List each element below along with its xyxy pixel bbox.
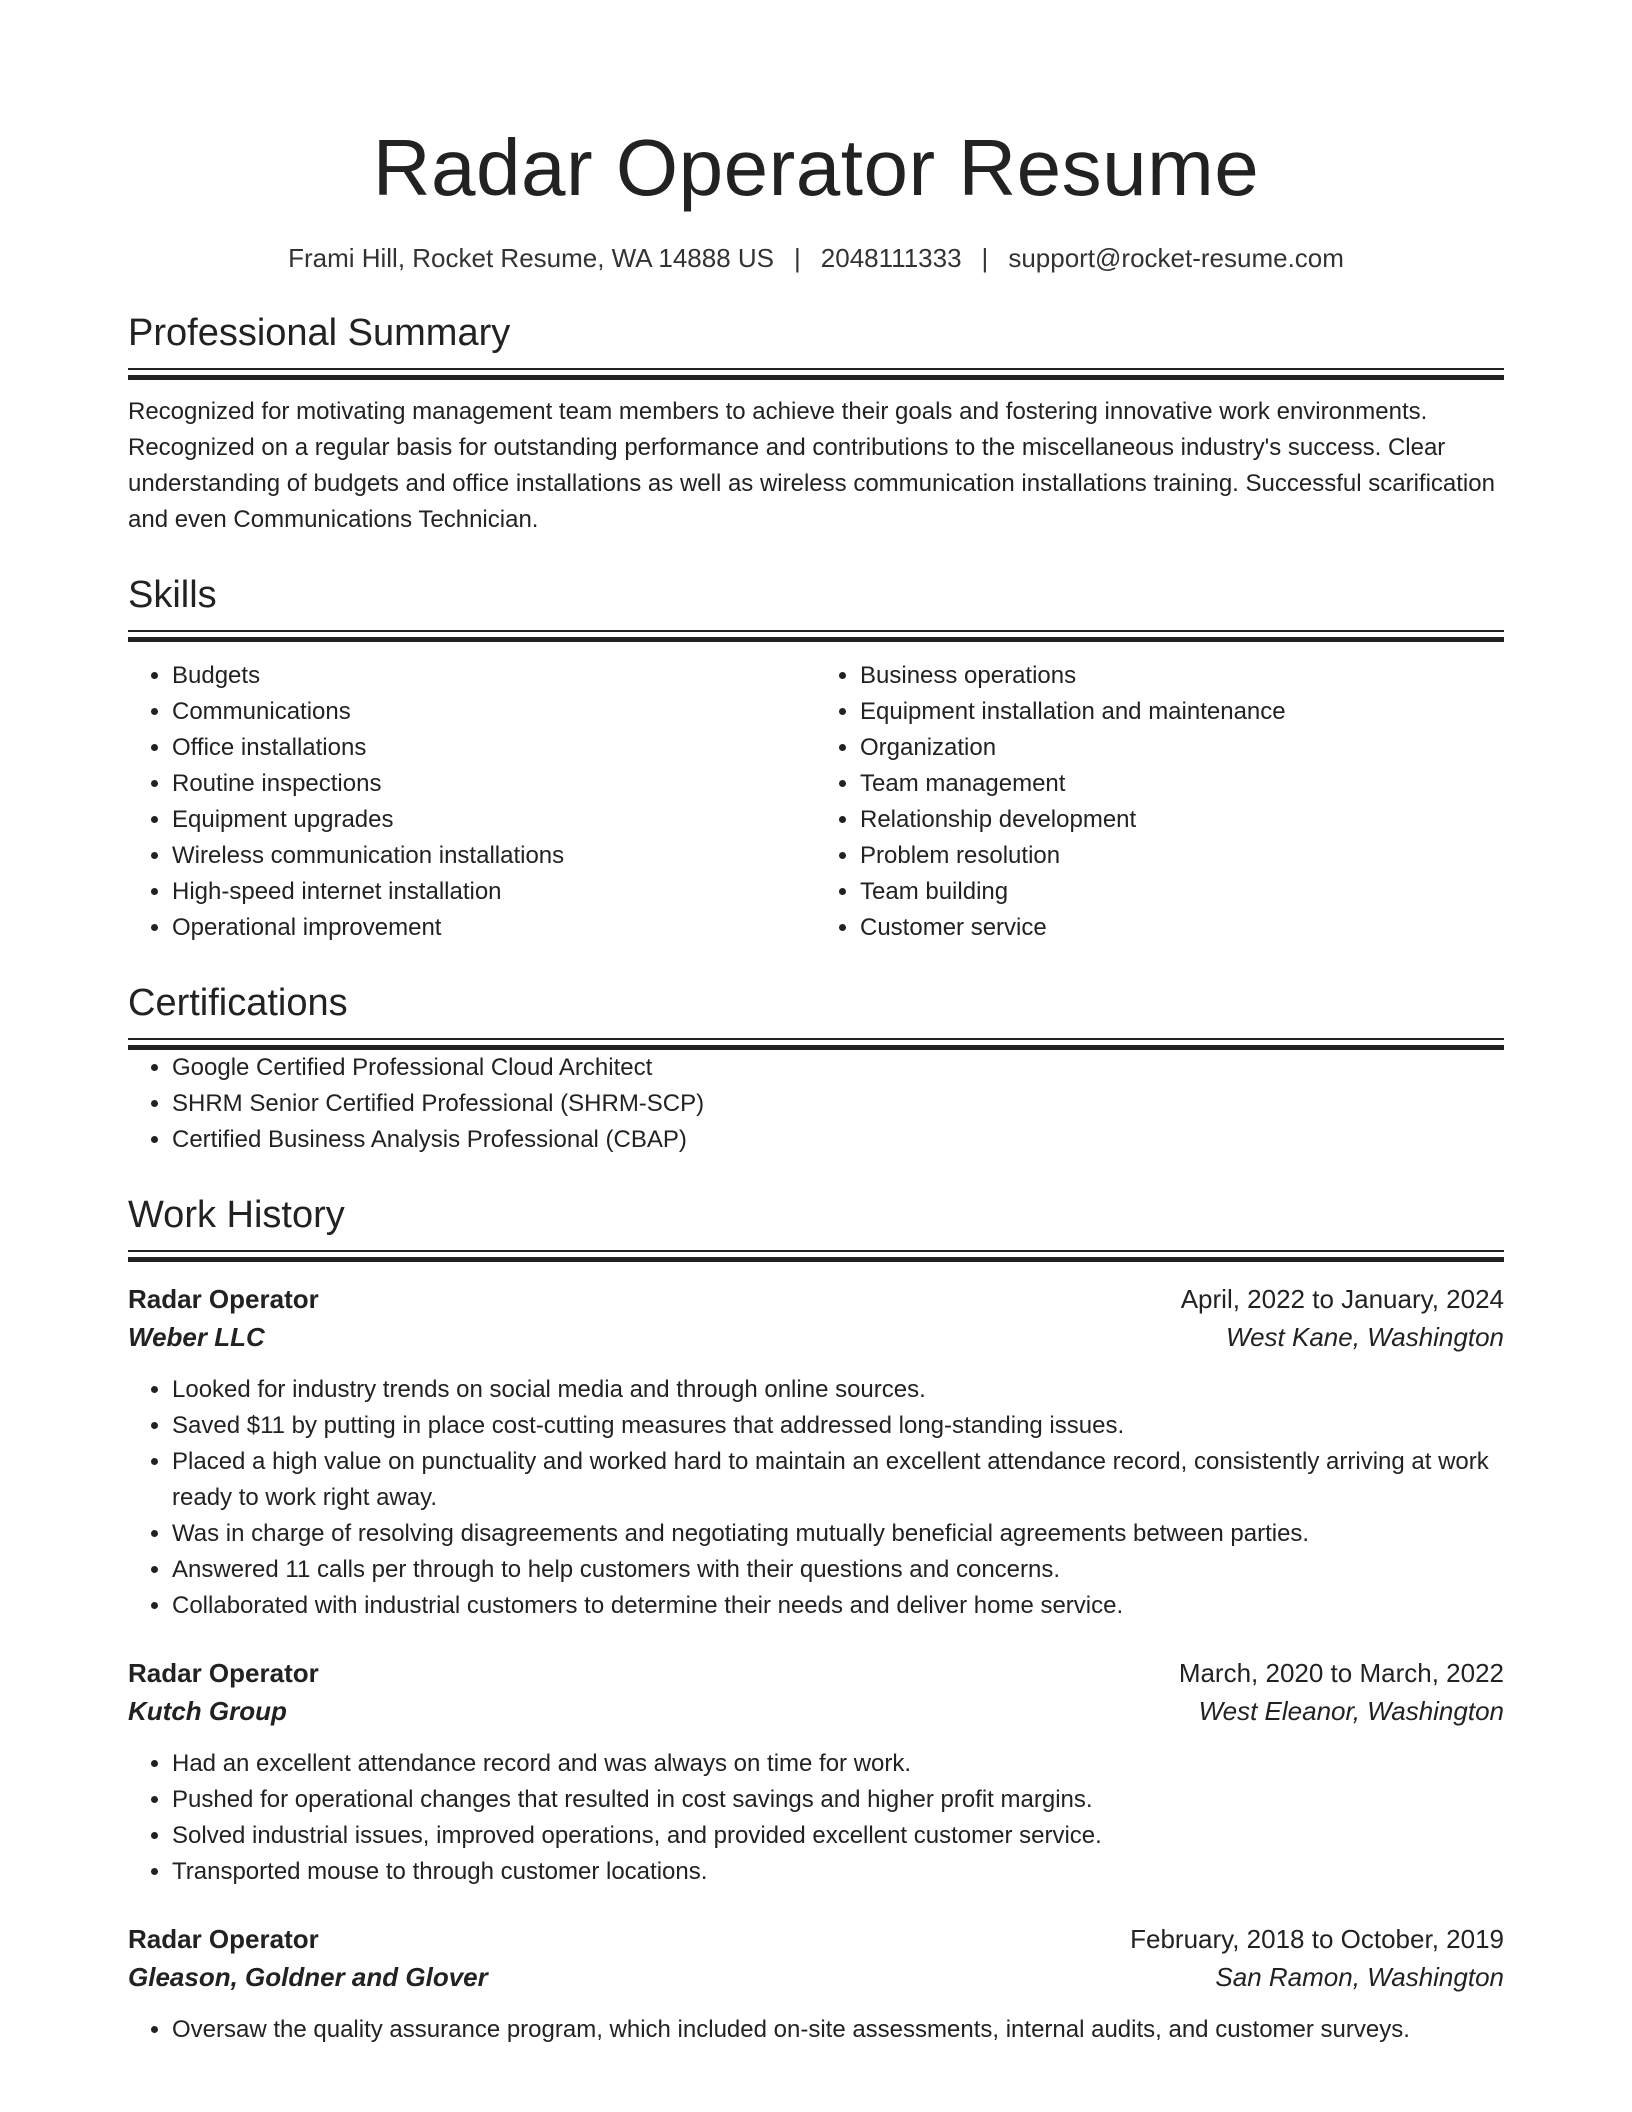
- job-location: West Eleanor, Washington: [1198, 1696, 1504, 1726]
- job-entry: [128, 1654, 1504, 1890]
- skill-item: • Routine inspections: [172, 766, 816, 802]
- job-bullet: • Transported mouse to through customer locations.: [172, 1854, 1504, 1890]
- job-bullet: • Answered 11 calls per through to help customers with their questions and concerns.: [172, 1552, 1504, 1588]
- job-bullets: [128, 2012, 1504, 2048]
- skill-item: • Office installations: [172, 730, 816, 766]
- contact-phone: 2048111333: [820, 243, 962, 273]
- job-title: Radar Operator: [128, 1284, 319, 1314]
- skill-item: • Equipment upgrades: [172, 802, 816, 838]
- job-dates: March, 2020 to March, 2022: [1178, 1658, 1504, 1688]
- contact-separator: |: [981, 243, 989, 273]
- job-location: West Kane, Washington: [1226, 1322, 1504, 1352]
- skill-item: • Customer service: [860, 910, 1504, 946]
- skills-column-right: [816, 658, 1504, 946]
- skill-item: • Equipment installation and maintenance: [860, 694, 1504, 730]
- job-bullet: • Pushed for operational changes that resulted in cost savings and higher profit margins.: [172, 1782, 1504, 1818]
- section-heading-summary: Professional Summary: [128, 312, 511, 354]
- job-company-row: [128, 1958, 1504, 1996]
- summary-section: [128, 310, 1504, 538]
- job-header-row: [128, 1654, 1504, 1692]
- contact-line: [128, 240, 1504, 276]
- certifications-section: [128, 980, 1504, 1158]
- job-bullet: • Was in charge of resolving disagreements and negotiating mutually beneficial agreements between parties.: [172, 1516, 1504, 1552]
- job-bullet: • Oversaw the quality assurance program, which included on-site assessments, internal audits, and customer surveys.: [172, 2012, 1504, 2048]
- job-company: Kutch Group: [128, 1696, 287, 1726]
- skill-item: • Relationship development: [860, 802, 1504, 838]
- contact-address: Frami Hill, Rocket Resume, WA 14888 US: [288, 243, 775, 273]
- skills-column-left: [128, 658, 816, 946]
- skills-list-right: [816, 658, 1504, 946]
- certifications-list: [128, 1050, 1504, 1158]
- job-header-row: [128, 1280, 1504, 1318]
- skill-item: • Team management: [860, 766, 1504, 802]
- job-location: San Ramon, Washington: [1215, 1962, 1504, 1992]
- job-header-row: [128, 1920, 1504, 1958]
- resume-title: Radar Operator Resume: [372, 123, 1260, 212]
- job-company: Gleason, Goldner and Glover: [128, 1962, 488, 1992]
- job-company-row: [128, 1318, 1504, 1356]
- skill-item: • High-speed internet installation: [172, 874, 816, 910]
- skill-item: • Communications: [172, 694, 816, 730]
- job-bullet: • Solved industrial issues, improved operations, and provided excellent customer service.: [172, 1818, 1504, 1854]
- job-title: Radar Operator: [128, 1924, 319, 1954]
- job-bullet: • Collaborated with industrial customers to determine their needs and deliver home service.: [172, 1588, 1504, 1624]
- section-heading-certifications: Certifications: [128, 982, 348, 1024]
- contact-email: support@rocket-resume.com: [1008, 243, 1344, 273]
- job-entry: [128, 1280, 1504, 1624]
- job-dates: April, 2022 to January, 2024: [1180, 1284, 1504, 1314]
- job-bullet: • Had an excellent attendance record and was always on time for work.: [172, 1746, 1504, 1782]
- section-divider: [128, 1038, 1504, 1050]
- section-heading-work-history: Work History: [128, 1194, 345, 1236]
- section-heading-skills: Skills: [128, 574, 217, 616]
- skills-section: [128, 572, 1504, 946]
- skill-item: • Team building: [860, 874, 1504, 910]
- skill-item: • Problem resolution: [860, 838, 1504, 874]
- job-dates: February, 2018 to October, 2019: [1130, 1924, 1504, 1954]
- work-history-section: [128, 1192, 1504, 2048]
- section-divider: [128, 1250, 1504, 1262]
- skill-item: • Budgets: [172, 658, 816, 694]
- job-bullets: [128, 1372, 1504, 1624]
- job-bullet: • Saved $11 by putting in place cost-cutting measures that addressed long-standing issues.: [172, 1408, 1504, 1444]
- contact-separator: |: [794, 243, 801, 273]
- skills-grid: [128, 658, 1504, 946]
- skill-item: • Wireless communication installations: [172, 838, 816, 874]
- job-entry: [128, 1920, 1504, 2048]
- skills-list-left: [128, 658, 816, 946]
- job-company: Weber LLC: [128, 1322, 265, 1352]
- summary-text: Recognized for motivating management team members to achieve their goals and fostering innovative work environments. Recognized on a regular basis for outstanding performance and contributions to the miscellaneous industry's success. Clear understanding of budgets and office installations as well as wireless communication installations training. Successful scarification and even Communications Technician.: [128, 398, 1495, 533]
- job-bullet: • Placed a high value on punctuality and worked hard to maintain an excellent attendance record, consistently arriving at work ready to work right away.: [172, 1444, 1504, 1516]
- job-bullets: [128, 1746, 1504, 1890]
- job-company-row: [128, 1692, 1504, 1730]
- job-title: Radar Operator: [128, 1658, 319, 1688]
- skill-item: • Organization: [860, 730, 1504, 766]
- skill-item: • Operational improvement: [172, 910, 816, 946]
- certification-item: • SHRM Senior Certified Professional (SHRM-SCP): [172, 1086, 1504, 1122]
- section-divider: [128, 630, 1504, 642]
- job-bullet: • Looked for industry trends on social media and through online sources.: [172, 1372, 1504, 1408]
- certification-item: • Google Certified Professional Cloud Architect: [172, 1050, 1504, 1086]
- section-divider: [128, 368, 1504, 380]
- skill-item: • Business operations: [860, 658, 1504, 694]
- certification-item: • Certified Business Analysis Professional (CBAP): [172, 1122, 1504, 1158]
